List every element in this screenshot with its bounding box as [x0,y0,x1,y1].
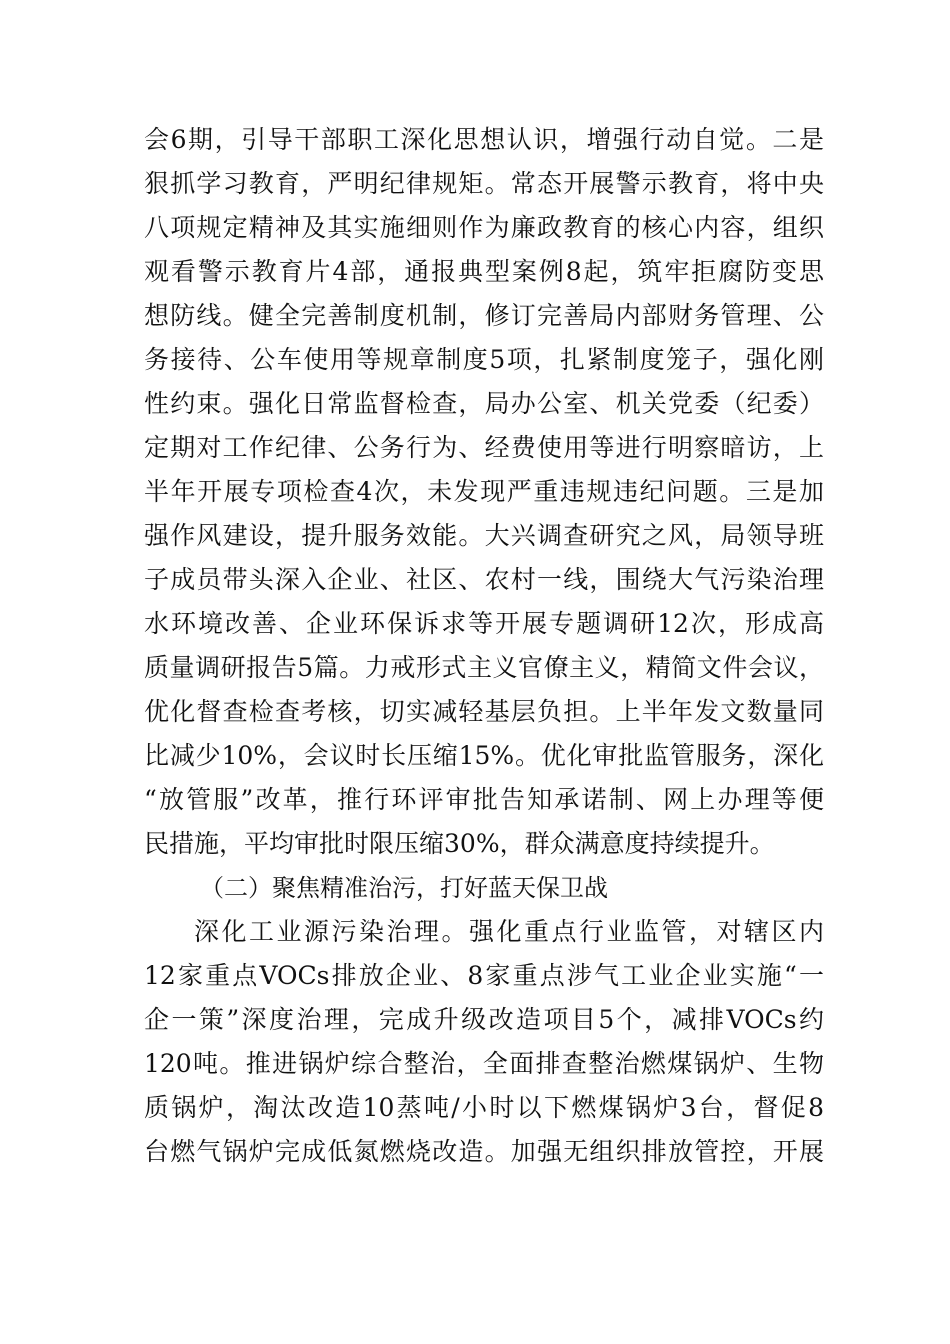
paragraph-line: 深化工业源污染治理。强化重点行业监管，对辖区内 [194,917,824,946]
paragraph-line: 优化督查检查考核，切实减轻基层负担。上半年发文数量同 [144,697,824,726]
paragraph-line: 质量调研报告5篇。力戒形式主义官僚主义，精简文件会议， [144,653,824,682]
paragraph-line: 质锅炉，淘汰改造10蒸吨/小时以下燃煤锅炉3台，督促8 [144,1093,824,1122]
paragraph-line: 子成员带头深入企业、社区、农村一线，围绕大气污染治理 [144,565,824,594]
paragraph-line: 八项规定精神及其实施细则作为廉政教育的核心内容，组织 [144,213,824,242]
paragraph-line: 狠抓学习教育，严明纪律规矩。常态开展警示教育，将中央 [144,169,824,198]
paragraph-line: 定期对工作纪律、公务行为、经费使用等进行明察暗访，上 [144,433,824,462]
paragraph-line: 想防线。健全完善制度机制，修订完善局内部财务管理、公 [144,301,824,330]
paragraph-line: “放管服”改革，推行环评审批告知承诺制、网上办理等便 [144,785,824,814]
paragraph-line: 会6期，引导干部职工深化思想认识，增强行动自觉。二是 [144,125,824,154]
paragraph-line: 务接待、公车使用等规章制度5项，扎紧制度笼子，强化刚 [144,345,824,374]
paragraph-line: 民措施，平均审批时限压缩30%，群众满意度持续提升。 [144,829,775,858]
paragraph-line: 120吨。推进锅炉综合整治，全面排查整治燃煤锅炉、生物 [144,1049,824,1078]
paragraph-line: 台燃气锅炉完成低氮燃烧改造。加强无组织排放管控，开展 [144,1137,824,1166]
paragraph-line: 企一策”深度治理，完成升级改造项目5个，减排VOCs约 [144,1005,824,1034]
section-heading: （二）聚焦精准治污，打好蓝天保卫战 [200,874,608,902]
paragraph-line: 水环境改善、企业环保诉求等开展专题调研12次，形成高 [144,609,824,638]
paragraph-line: 半年开展专项检查4次，未发现严重违规违纪问题。三是加 [144,477,824,506]
paragraph-line: 强作风建设，提升服务效能。大兴调查研究之风，局领导班 [144,521,824,550]
document-body [144,118,824,1174]
paragraph-line: 性约束。强化日常监督检查，局办公室、机关党委（纪委） [144,389,824,418]
paragraph-line: 比减少10%，会议时长压缩15%。优化审批监管服务，深化 [144,741,824,770]
paragraph-line: 观看警示教育片4部，通报典型案例8起，筑牢拒腐防变思 [144,257,824,286]
paragraph-line: 12家重点VOCs排放企业、8家重点涉气工业企业实施“一 [144,961,824,990]
